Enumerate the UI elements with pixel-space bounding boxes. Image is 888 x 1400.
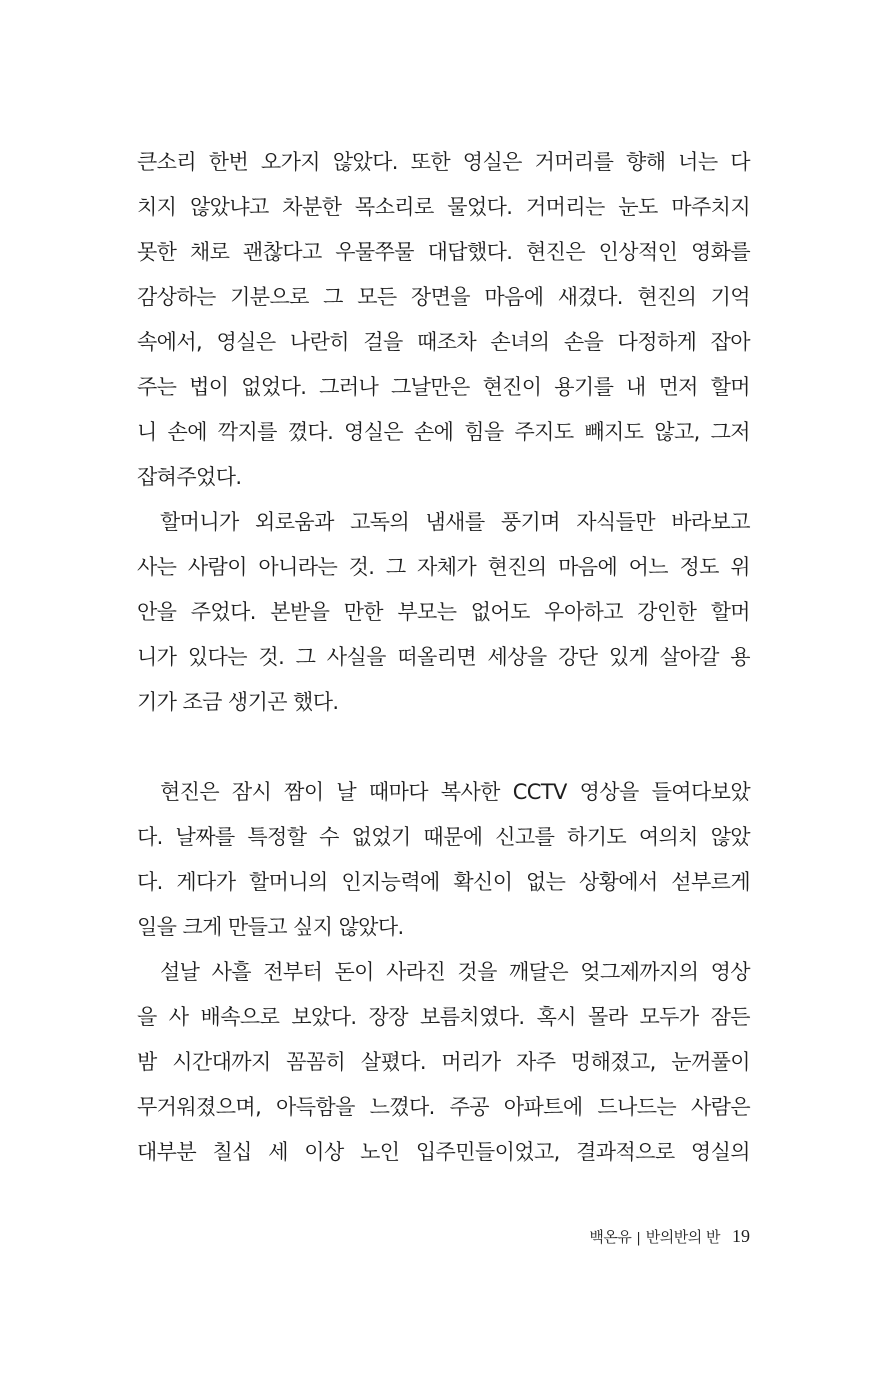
paragraph-4 bbox=[137, 950, 750, 1175]
text-line: 사는 사람이 아니라는 것. 그 자체가 현진의 마음에 어느 정도 위 bbox=[137, 555, 750, 579]
text-line: 큰소리 한번 오가지 않았다. 또한 영실은 거머리를 향해 너는 다 bbox=[137, 150, 750, 174]
text-line: 다. 날짜를 특정할 수 없었기 때문에 신고를 하기도 여의치 않았 bbox=[137, 825, 750, 849]
paragraph-1 bbox=[137, 140, 750, 500]
text-line: 주는 법이 없었다. 그러나 그날만은 현진이 용기를 내 먼저 할머 bbox=[137, 375, 750, 399]
text-line: 할머니가 외로움과 고독의 냄새를 풍기며 자식들만 바라보고 bbox=[160, 510, 750, 534]
footer-author: 백온유 bbox=[589, 1228, 632, 1246]
text-line: 설날 사흘 전부터 돈이 사라진 것을 깨달은 엊그제까지의 영상 bbox=[160, 960, 750, 984]
text-line: 치지 않았냐고 차분한 목소리로 물었다. 거머리는 눈도 마주치지 bbox=[137, 195, 750, 219]
footer-separator: | bbox=[636, 1231, 641, 1246]
section-break bbox=[137, 725, 750, 770]
text-line: 잡혀주었다. bbox=[137, 465, 242, 489]
text-line: 을 사 배속으로 보았다. 장장 보름치였다. 혹시 몰라 모두가 잠든 bbox=[137, 1005, 750, 1029]
text-line: 무거워졌으며, 아득함을 느꼈다. 주공 아파트에 드나드는 사람은 bbox=[137, 1095, 750, 1119]
footer-book-title: 반의반의 반 bbox=[645, 1228, 720, 1246]
text-line: 다. 게다가 할머니의 인지능력에 확신이 없는 상황에서 섣부르게 bbox=[137, 870, 750, 894]
text-line: 감상하는 기분으로 그 모든 장면을 마음에 새겼다. 현진의 기억 bbox=[137, 285, 750, 309]
text-line: 대부분 칠십 세 이상 노인 입주민들이었고, 결과적으로 영실의 bbox=[137, 1140, 750, 1164]
text-line: 기가 조금 생기곤 했다. bbox=[137, 690, 339, 714]
paragraph-2 bbox=[137, 500, 750, 725]
page-number: 19 bbox=[732, 1226, 750, 1246]
text-line: 니가 있다는 것. 그 사실을 떠올리면 세상을 강단 있게 살아갈 용 bbox=[137, 645, 750, 669]
running-footer bbox=[560, 1226, 750, 1247]
text-line: 못한 채로 괜찮다고 우물쭈물 대답했다. 현진은 인상적인 영화를 bbox=[137, 240, 750, 264]
text-line: 일을 크게 만들고 싶지 않았다. bbox=[137, 915, 404, 939]
text-line: 현진은 잠시 짬이 날 때마다 복사한 CCTV 영상을 들여다보았 bbox=[160, 780, 750, 804]
text-line: 속에서, 영실은 나란히 걸을 때조차 손녀의 손을 다정하게 잡아 bbox=[137, 330, 750, 354]
text-line: 안을 주었다. 본받을 만한 부모는 없어도 우아하고 강인한 할머 bbox=[137, 600, 750, 624]
text-line: 밤 시간대까지 꼼꼼히 살폈다. 머리가 자주 멍해졌고, 눈꺼풀이 bbox=[137, 1050, 750, 1074]
body-text bbox=[137, 140, 750, 1175]
text-line: 니 손에 깍지를 꼈다. 영실은 손에 힘을 주지도 빼지도 않고, 그저 bbox=[137, 420, 750, 444]
paragraph-3 bbox=[137, 770, 750, 950]
